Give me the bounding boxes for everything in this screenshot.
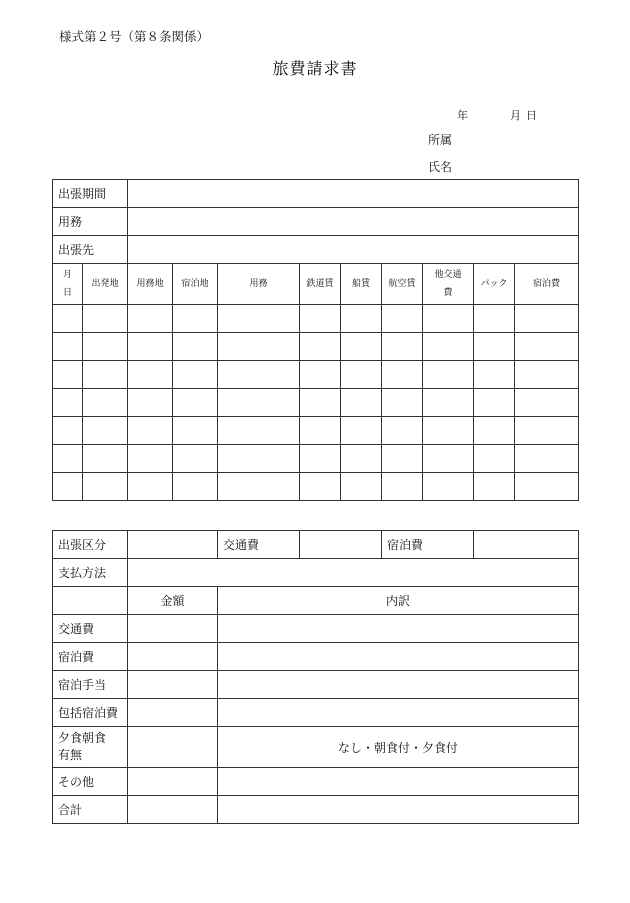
row-meals-options[interactable]: なし・朝食付・夕食付: [218, 727, 579, 768]
itinerary-cell-air-fare[interactable]: [382, 445, 423, 473]
itinerary-cell-rail-fare[interactable]: [300, 417, 341, 445]
itinerary-cell-lodging-fee[interactable]: [515, 445, 579, 473]
itinerary-cell-ship-fare[interactable]: [341, 389, 382, 417]
itinerary-cell-pack[interactable]: [474, 417, 515, 445]
itinerary-cell-departure[interactable]: [83, 305, 128, 333]
itinerary-cell-other-transport[interactable]: [423, 473, 474, 501]
category-lodging-field[interactable]: [474, 531, 579, 559]
payment-method-field[interactable]: [128, 559, 579, 587]
itinerary-cell-purpose[interactable]: [218, 305, 300, 333]
itinerary-cell-purpose[interactable]: [218, 389, 300, 417]
row-transport-label: 交通費: [53, 615, 128, 643]
trip-category-field[interactable]: [128, 531, 218, 559]
itinerary-cell-work-place[interactable]: [128, 389, 173, 417]
itinerary-cell-date[interactable]: [53, 305, 83, 333]
col-date-month: 月: [62, 270, 72, 280]
itinerary-cell-departure[interactable]: [83, 389, 128, 417]
col-purpose: 用務: [218, 264, 300, 305]
trip-purpose-label: 用務: [53, 208, 128, 236]
trip-purpose-field[interactable]: [128, 208, 579, 236]
category-transport-field[interactable]: [300, 531, 382, 559]
itinerary-cell-departure[interactable]: [83, 417, 128, 445]
col-date: [53, 264, 83, 305]
col-work-place: 用務地: [128, 264, 173, 305]
row-lodging-allowance-breakdown[interactable]: [218, 671, 579, 699]
row-other-label: その他: [53, 768, 128, 796]
itinerary-cell-lodging-fee[interactable]: [515, 473, 579, 501]
itinerary-cell-departure[interactable]: [83, 445, 128, 473]
row-other-amount[interactable]: [128, 768, 218, 796]
trip-category-label: 出張区分: [53, 531, 128, 559]
row-inclusive-lodging-label: 包括宿泊費: [53, 699, 128, 727]
itinerary-cell-ship-fare[interactable]: [341, 305, 382, 333]
itinerary-cell-lodging-fee[interactable]: [515, 305, 579, 333]
itinerary-cell-other-transport[interactable]: [423, 417, 474, 445]
col-pack: パック: [474, 264, 515, 305]
itinerary-cell-work-place[interactable]: [128, 445, 173, 473]
itinerary-cell-purpose[interactable]: [218, 417, 300, 445]
itinerary-row: [53, 417, 579, 445]
row-lodging-allowance-label: 宿泊手当: [53, 671, 128, 699]
itinerary-cell-purpose[interactable]: [218, 445, 300, 473]
trip-destination-label: 出張先: [53, 236, 128, 264]
itinerary-cell-lodging-fee[interactable]: [515, 333, 579, 361]
itinerary-cell-rail-fare[interactable]: [300, 473, 341, 501]
row-total-breakdown[interactable]: [218, 796, 579, 824]
trip-column-header-row: [53, 264, 579, 305]
trip-period-label: 出張期間: [53, 180, 128, 208]
itinerary-cell-departure[interactable]: [83, 333, 128, 361]
itinerary-cell-air-fare[interactable]: [382, 361, 423, 389]
col-other-transport-line1: 他交通: [434, 270, 462, 280]
itinerary-cell-air-fare[interactable]: [382, 333, 423, 361]
row-lodging-allowance-amount[interactable]: [128, 671, 218, 699]
breakdown-header: 内訳: [218, 587, 579, 615]
col-ship-fare: 船賃: [341, 264, 382, 305]
itinerary-cell-work-place[interactable]: [128, 305, 173, 333]
col-lodging-fee: 宿泊費: [515, 264, 579, 305]
itinerary-cell-lodging-place[interactable]: [173, 389, 218, 417]
row-meals-label: [53, 727, 128, 768]
col-other-transport: [423, 264, 474, 305]
itinerary-cell-pack[interactable]: [474, 333, 515, 361]
itinerary-cell-date[interactable]: [53, 417, 83, 445]
date-year-label: 年: [457, 109, 468, 122]
row-meals-amount[interactable]: [128, 727, 218, 768]
amount-header: 金額: [128, 587, 218, 615]
itinerary-cell-ship-fare[interactable]: [341, 361, 382, 389]
name-label: 氏名: [428, 160, 453, 174]
itinerary-cell-lodging-fee[interactable]: [515, 417, 579, 445]
itinerary-row: [53, 445, 579, 473]
itinerary-cell-lodging-fee[interactable]: [515, 361, 579, 389]
itinerary-cell-work-place[interactable]: [128, 333, 173, 361]
itinerary-row: [53, 305, 579, 333]
date-month-label: 月: [510, 109, 521, 122]
itinerary-cell-other-transport[interactable]: [423, 305, 474, 333]
row-meals-label-line2: 有無: [58, 748, 83, 762]
document-title: 旅費請求書: [272, 59, 358, 78]
itinerary-cell-lodging-place[interactable]: [173, 445, 218, 473]
row-total-amount[interactable]: [128, 796, 218, 824]
expense-table: [52, 530, 579, 824]
itinerary-cell-lodging-place[interactable]: [173, 417, 218, 445]
itinerary-cell-date[interactable]: [53, 445, 83, 473]
itinerary-cell-ship-fare[interactable]: [341, 445, 382, 473]
col-other-transport-line2: 費: [443, 288, 453, 298]
col-air-fare: 航空賃: [382, 264, 423, 305]
row-lodging-breakdown[interactable]: [218, 643, 579, 671]
itinerary-cell-work-place[interactable]: [128, 361, 173, 389]
itinerary-cell-air-fare[interactable]: [382, 473, 423, 501]
itinerary-row: [53, 389, 579, 417]
itinerary-cell-lodging-place[interactable]: [173, 361, 218, 389]
row-lodging-amount[interactable]: [128, 643, 218, 671]
itinerary-cell-other-transport[interactable]: [423, 333, 474, 361]
itinerary-cell-other-transport[interactable]: [423, 389, 474, 417]
affiliation-label: 所属: [428, 133, 453, 147]
form-number: 様式第２号（第８条関係）: [59, 29, 210, 44]
itinerary-cell-air-fare[interactable]: [382, 389, 423, 417]
col-date-day: 日: [62, 288, 72, 298]
date-day-label: 日: [526, 109, 537, 122]
row-other-breakdown[interactable]: [218, 768, 579, 796]
itinerary-cell-pack[interactable]: [474, 473, 515, 501]
row-meals-label-line1: 夕食朝食: [58, 731, 107, 745]
itinerary-cell-purpose[interactable]: [218, 473, 300, 501]
itinerary-cell-lodging-place[interactable]: [173, 473, 218, 501]
row-inclusive-lodging-amount[interactable]: [128, 699, 218, 727]
itinerary-cell-ship-fare[interactable]: [341, 417, 382, 445]
itinerary-cell-purpose[interactable]: [218, 333, 300, 361]
itinerary-cell-lodging-fee[interactable]: [515, 389, 579, 417]
itinerary-cell-departure[interactable]: [83, 473, 128, 501]
trip-table: [52, 179, 579, 501]
itinerary-cell-pack[interactable]: [474, 389, 515, 417]
col-departure: 出発地: [83, 264, 128, 305]
itinerary-row: [53, 361, 579, 389]
row-lodging-label: 宿泊費: [53, 643, 128, 671]
row-inclusive-lodging-breakdown[interactable]: [218, 699, 579, 727]
row-transport-amount[interactable]: [128, 615, 218, 643]
itinerary-row: [53, 473, 579, 501]
itinerary-cell-ship-fare[interactable]: [341, 473, 382, 501]
header-blank-cell: [53, 587, 128, 615]
itinerary-cell-pack[interactable]: [474, 361, 515, 389]
itinerary-cell-pack[interactable]: [474, 305, 515, 333]
itinerary-cell-other-transport[interactable]: [423, 361, 474, 389]
trip-period-field[interactable]: [128, 180, 579, 208]
col-rail-fare: 鉄道賃: [300, 264, 341, 305]
trip-destination-field[interactable]: [128, 236, 579, 264]
itinerary-cell-rail-fare[interactable]: [300, 361, 341, 389]
row-total-label: 合計: [53, 796, 128, 824]
itinerary-cell-date[interactable]: [53, 473, 83, 501]
col-lodging-place: 宿泊地: [173, 264, 218, 305]
itinerary-cell-work-place[interactable]: [128, 417, 173, 445]
itinerary-cell-date[interactable]: [53, 389, 83, 417]
itinerary-cell-lodging-place[interactable]: [173, 305, 218, 333]
itinerary-row: [53, 333, 579, 361]
itinerary-cell-date[interactable]: [53, 333, 83, 361]
itinerary-cell-purpose[interactable]: [218, 361, 300, 389]
itinerary-cell-rail-fare[interactable]: [300, 389, 341, 417]
itinerary-cell-departure[interactable]: [83, 361, 128, 389]
itinerary-cell-air-fare[interactable]: [382, 417, 423, 445]
itinerary-cell-ship-fare[interactable]: [341, 333, 382, 361]
itinerary-cell-other-transport[interactable]: [423, 445, 474, 473]
itinerary-cell-date[interactable]: [53, 361, 83, 389]
itinerary-cell-rail-fare[interactable]: [300, 333, 341, 361]
itinerary-cell-lodging-place[interactable]: [173, 333, 218, 361]
category-lodging-label: 宿泊費: [382, 531, 474, 559]
category-transport-label: 交通費: [218, 531, 300, 559]
itinerary-cell-pack[interactable]: [474, 445, 515, 473]
itinerary-cell-rail-fare[interactable]: [300, 305, 341, 333]
itinerary-cell-rail-fare[interactable]: [300, 445, 341, 473]
payment-method-label: 支払方法: [53, 559, 128, 587]
itinerary-cell-work-place[interactable]: [128, 473, 173, 501]
row-transport-breakdown[interactable]: [218, 615, 579, 643]
itinerary-cell-air-fare[interactable]: [382, 305, 423, 333]
